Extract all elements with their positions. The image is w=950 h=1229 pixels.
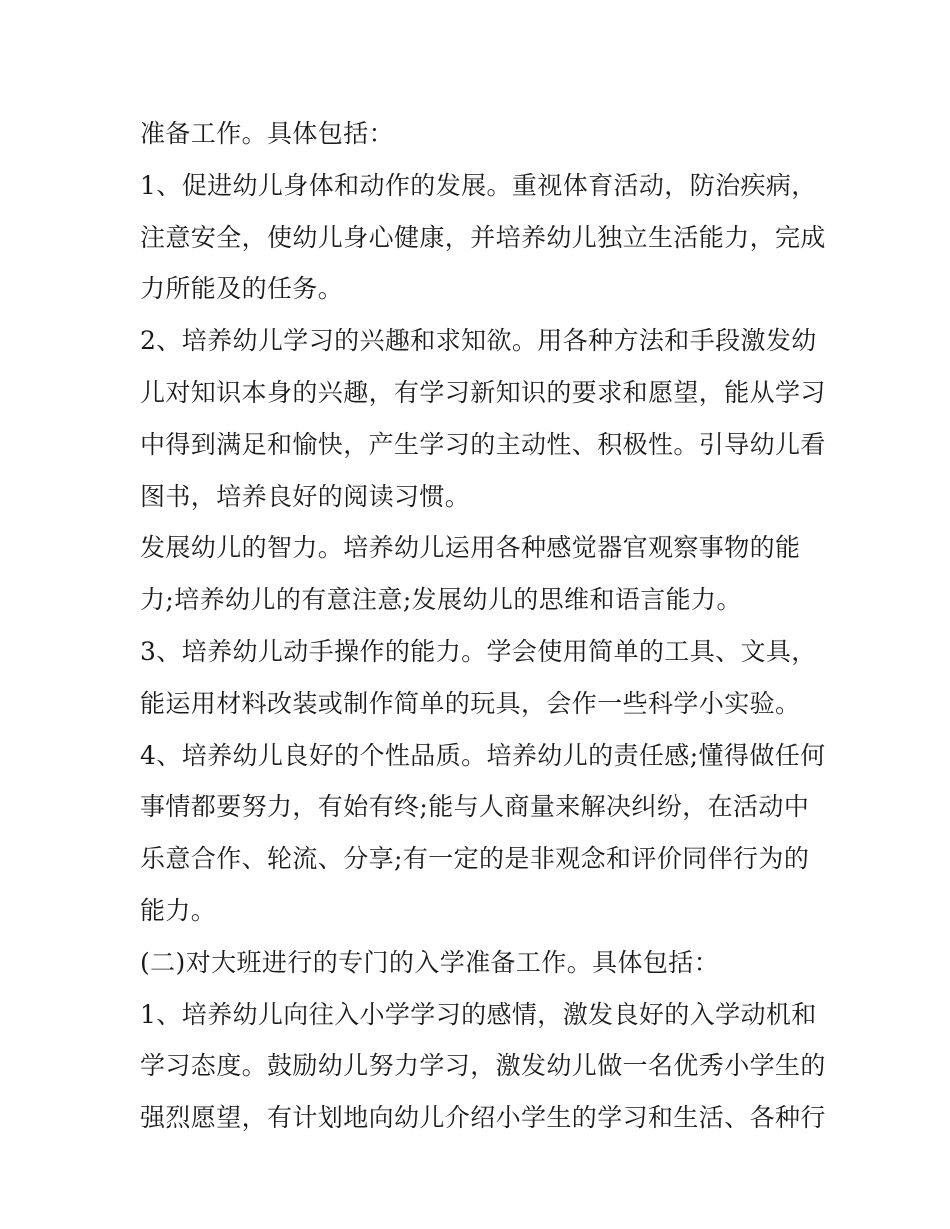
text-line: 3、培养幼儿动手操作的能力。学会使用简单的工具、文具， [140, 636, 817, 666]
text-line: 发展幼儿的智力。培养幼儿运用各种感觉器官观察事物的能 [140, 533, 801, 563]
text-line: 学习态度。鼓励幼儿努力学习，激发幼儿做一名优秀小学生的 [140, 1051, 826, 1081]
text-line: 注意安全，使幼儿身心健康，并培养幼儿独立生活能力，完成 [140, 222, 826, 252]
text-line: 儿对知识本身的兴趣，有学习新知识的要求和愿望，能从学习 [140, 377, 826, 407]
text-line: 乐意合作、轮流、分享;有一定的是非观念和评价同伴行为的 [140, 844, 810, 874]
text-line: 力所能及的任务。 [140, 274, 344, 304]
text-line: 能力。 [140, 895, 217, 925]
text-line: 中得到满足和愉快，产生学习的主动性、积极性。引导幼儿看 [140, 429, 826, 459]
text-line: 1、促进幼儿身体和动作的发展。重视体育活动，防治疾病， [140, 170, 817, 200]
text-line: 图书，培养良好的阅读习惯。 [140, 481, 471, 511]
text-line: 事情都要努力，有始有终;能与人商量来解决纠纷，在活动中 [140, 792, 810, 822]
text-line: 能运用材料改装或制作简单的玩具，会作一些科学小实验。 [140, 688, 801, 718]
text-line: 4、培养幼儿良好的个性品质。培养幼儿的责任感;懂得做任何 [140, 740, 826, 770]
text-line: 2、培养幼儿学习的兴趣和求知欲。用各种方法和手段激发幼 [140, 326, 817, 356]
text-line: (二)对大班进行的专门的入学准备工作。具体包括： [140, 947, 720, 977]
document-body [140, 108, 826, 1144]
text-line: 准备工作。具体包括： [140, 119, 395, 148]
text-line: 力;培养幼儿的有意注意;发展幼儿的思维和语言能力。 [140, 585, 742, 615]
text-line: 强烈愿望，有计划地向幼儿介绍小学生的学习和生活、各种行 [140, 1103, 826, 1133]
text-line: 1、培养幼儿向往入小学学习的感情，激发良好的入学动机和 [140, 999, 817, 1029]
